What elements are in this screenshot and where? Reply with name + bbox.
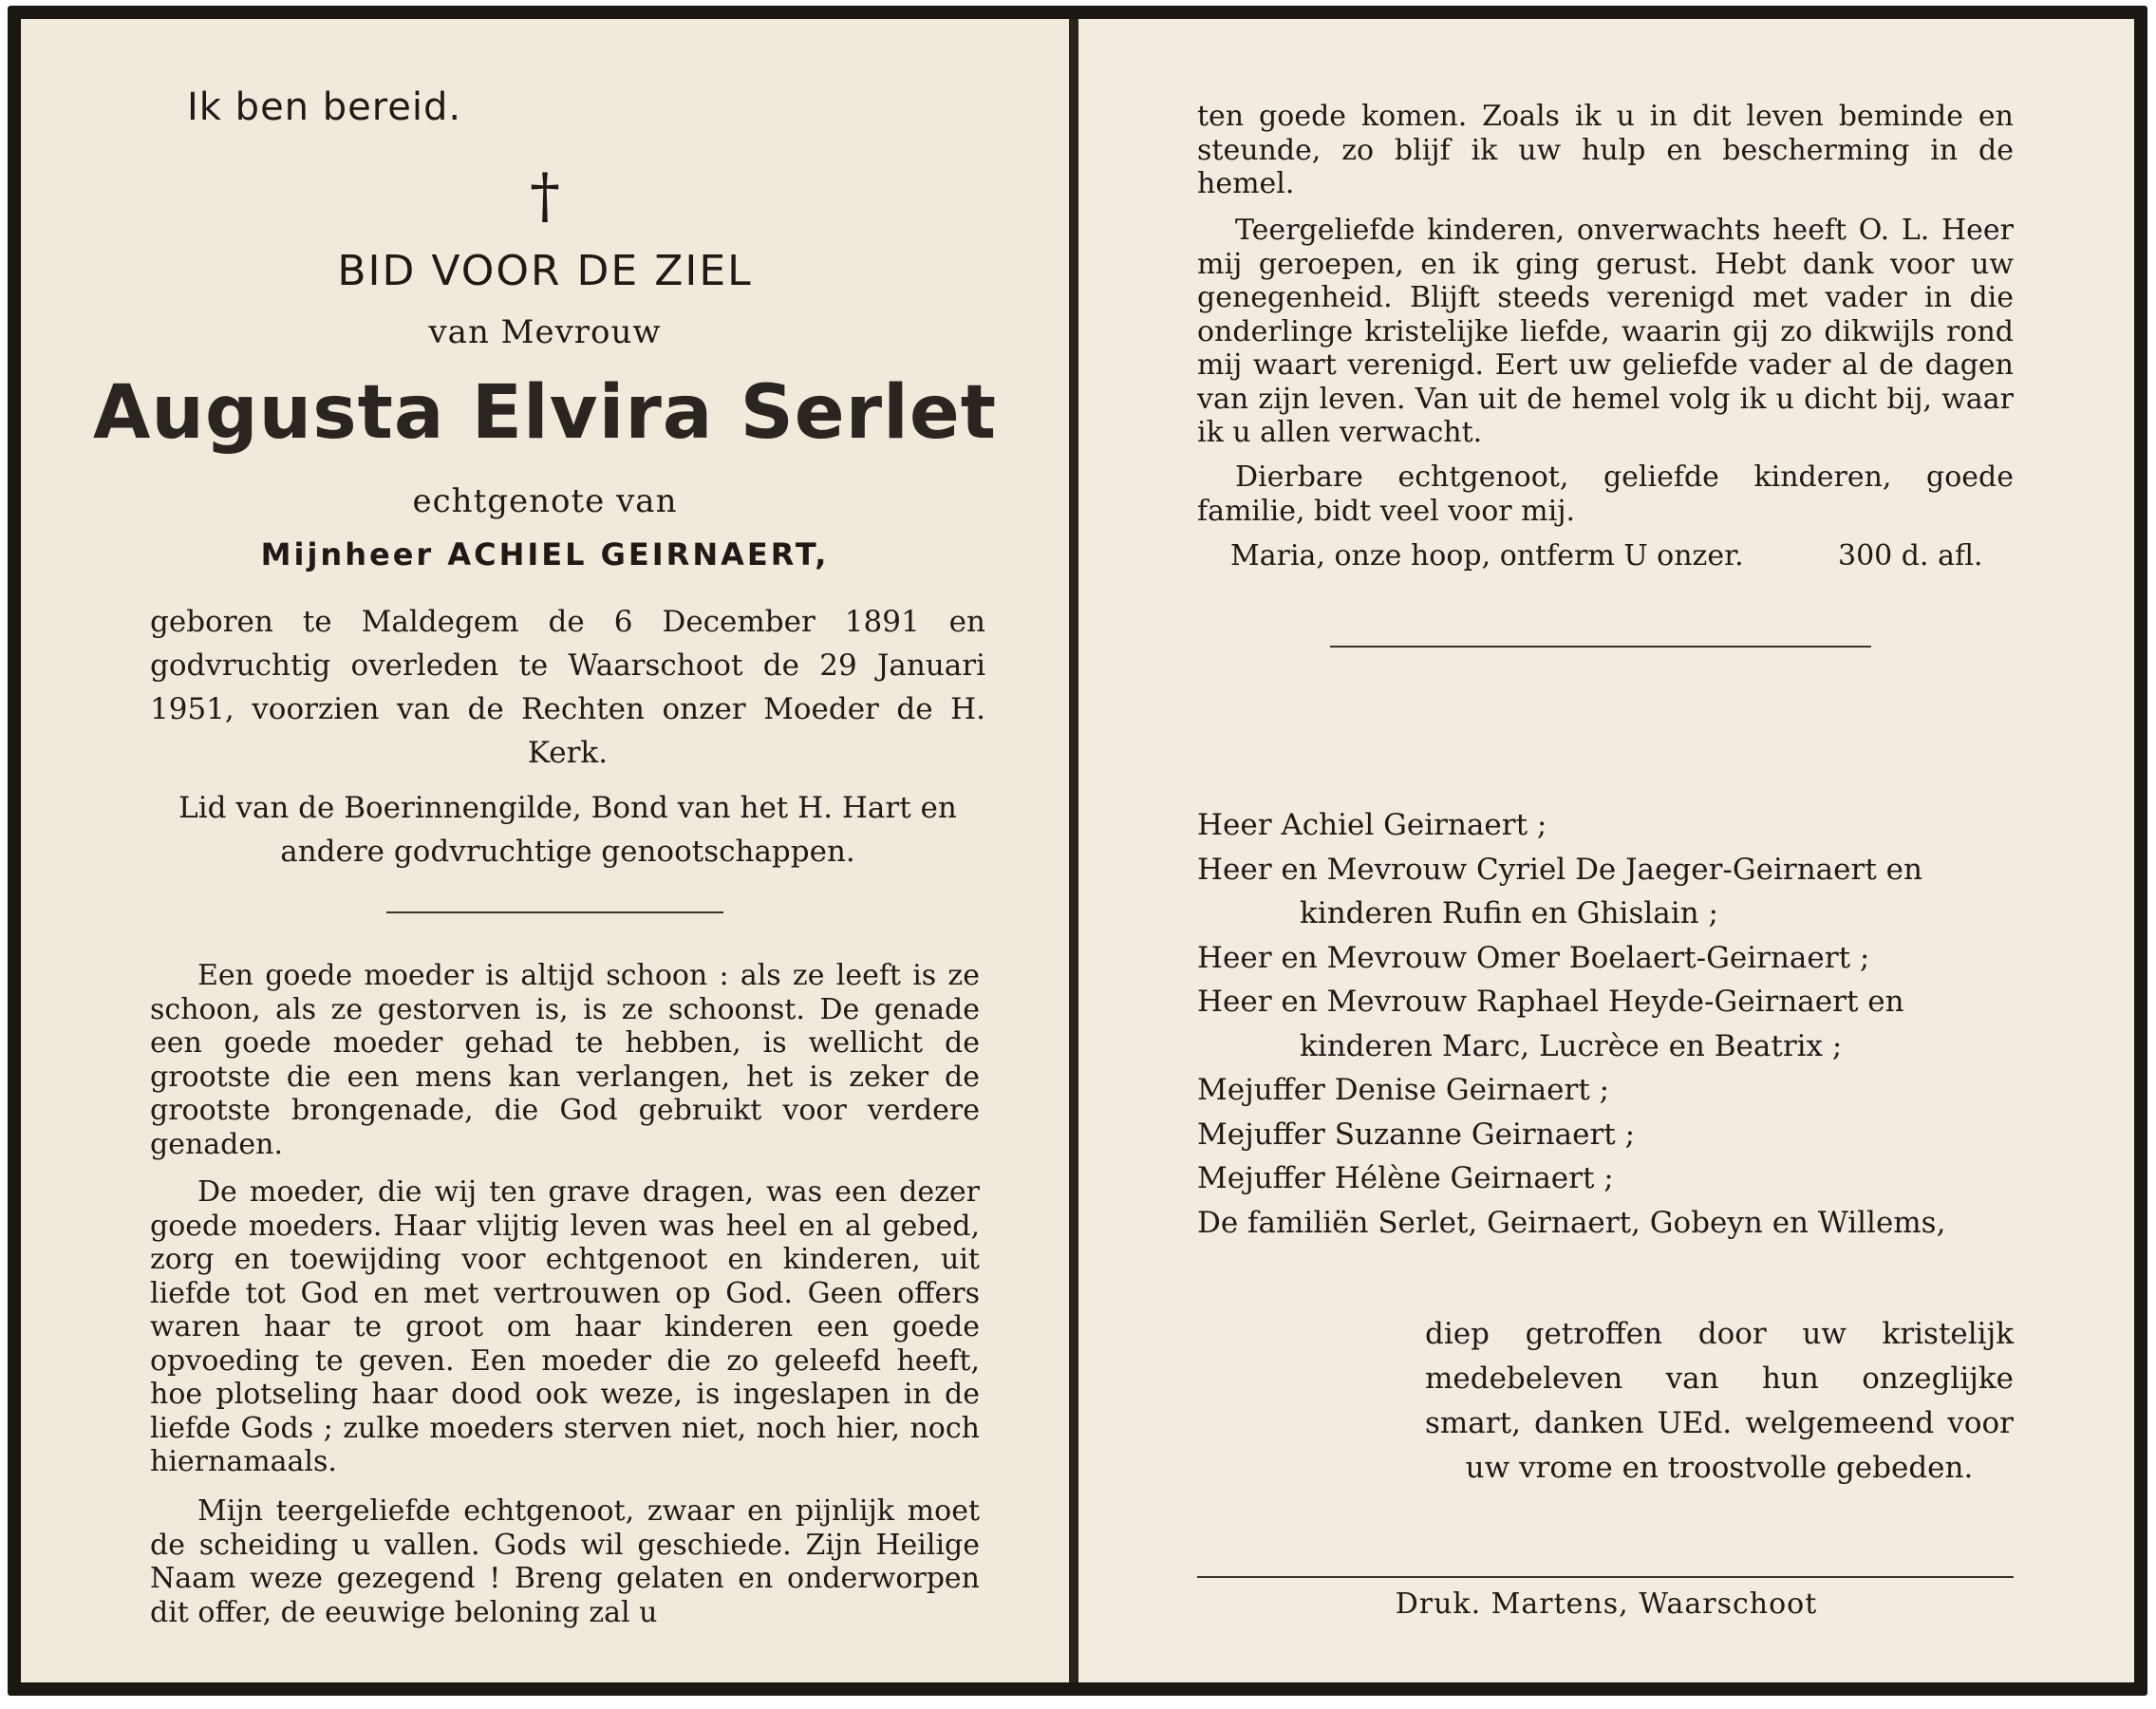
van-mevrouw: van Mevrouw <box>428 313 662 351</box>
printer-credit: Druk. Martens, Waarschoot <box>1395 1587 1818 1621</box>
divider <box>386 911 723 913</box>
invocation: Maria, onze hoop, ontferm U onzer. <box>1230 539 1744 573</box>
list-item: Heer en Mevrouw Cyriel De Jaeger-Geirnaert en <box>1197 852 1922 887</box>
paragraph-continued: ten goede komen. Zoals ik u in dit leven beminde en steunde, zo blijf ik uw hulp en bescherming in de hemel. <box>1197 100 2014 200</box>
closing-text: diep getroffen door uw kristelijk medebeleven van hun onzeglijke smart, danken UEd. welgemeend voor uw vrome en troostvolle gebeden. <box>1425 1317 2014 1485</box>
list-item: Heer en Mevrouw Omer Boelaert-Geirnaert ; <box>1197 940 1870 975</box>
left-page <box>21 19 1069 1682</box>
list-item: kinderen Rufin en Ghislain ; <box>1300 896 1718 930</box>
list-item: Heer Achiel Geirnaert ; <box>1197 808 1547 842</box>
memberships-text: Lid van de Boerinnengilde, Bond van het H. Hart en andere godvruchtige genootschappen. <box>178 791 957 869</box>
birth-death-text: geboren te Maldegem de 6 December 1891 en godvruchtig overleden te Waarschoot de 29 Januari 1951, voorzien van de Rechten onzer Moeder de H. Kerk. <box>150 605 985 770</box>
cross-icon: † <box>530 161 560 232</box>
prayer-heading: BID VOOR DE ZIEL <box>337 247 753 295</box>
deceased-name: Augusta Elvira Serlet <box>92 370 998 456</box>
family-list <box>1197 803 2014 1245</box>
list-item: Mejuffer Denise Geirnaert ; <box>1197 1073 1610 1107</box>
divider <box>1330 646 1871 648</box>
fold-line <box>1069 19 1078 1682</box>
right-page <box>1078 19 2134 1682</box>
list-item: Mejuffer Hélène Geirnaert ; <box>1197 1161 1614 1195</box>
paragraph-spouse: Mijn teergeliefde echtgenoot, zwaar en pijnlijk moet de scheiding u vallen. Gods wil geschiede. Zijn Heilige Naam weze gezegend ! Breng gelaten en onderworpen dit offer, de eeuwige beloning zal u <box>150 1494 980 1629</box>
paragraph-family: Dierbare echtgenoot, geliefde kinderen, goede familie, bidt veel voor mij. <box>1197 460 2014 528</box>
spouse-name: Mijnheer ACHIEL GEIRNAERT, <box>260 536 830 573</box>
spouse-intro: echtgenote van <box>412 482 678 520</box>
divider <box>1197 1576 2014 1578</box>
indulgence: 300 d. afl. <box>1838 539 1983 573</box>
paragraph-mother: Een goede moeder is altijd schoon : als ze leeft is ze schoon, als ze gestorven is, is ze schoonst. De genade een goede moeder gehad te hebben, is wellicht de grootste die een mens kan verlangen, het is zeker de grootste brongenade, die God gebruikt voor verdere genaden. <box>150 959 980 1161</box>
list-item: kinderen Marc, Lucrèce en Beatrix ; <box>1300 1028 1843 1063</box>
memorial-card <box>8 6 2147 1696</box>
list-item: Heer en Mevrouw Raphael Heyde-Geirnaert en <box>1197 985 1904 1019</box>
motto: Ik ben bereid. <box>187 85 462 129</box>
paragraph-life: De moeder, die wij ten grave dragen, was een dezer goede moeders. Haar vlijtig leven was heel en al gebed, zorg en toewijding voor echtgenoot en kinderen, uit liefde tot God en met vertrouwen op God. Geen offers waren haar te groot om haar kinderen een goede opvoeding te geven. Een moeder die zo geleefd heeft, hoe plotseling haar dood ook weze, is ingeslapen in de liefde Gods ; zulke moeders sterven niet, noch hier, noch hiernamaals. <box>150 1175 980 1478</box>
paragraph-children: Teergeliefde kinderen, onverwachts heeft O. L. Heer mij geroepen, en ik ging gerust. Hebt dank voor uw genegenheid. Blijft steeds verenigd met vader in die onderlinge kristelijke liefde, waarin gij zo dikwijls rond mij waart verenigd. Eert uw geliefde vader al de dagen van zijn leven. Van uit de hemel volg ik u dicht bij, waar ik u allen verwacht. <box>1197 214 2014 449</box>
list-item: De familiën Serlet, Geirnaert, Gobeyn en Willems, <box>1197 1205 1946 1240</box>
list-item: Mejuffer Suzanne Geirnaert ; <box>1197 1117 1636 1152</box>
